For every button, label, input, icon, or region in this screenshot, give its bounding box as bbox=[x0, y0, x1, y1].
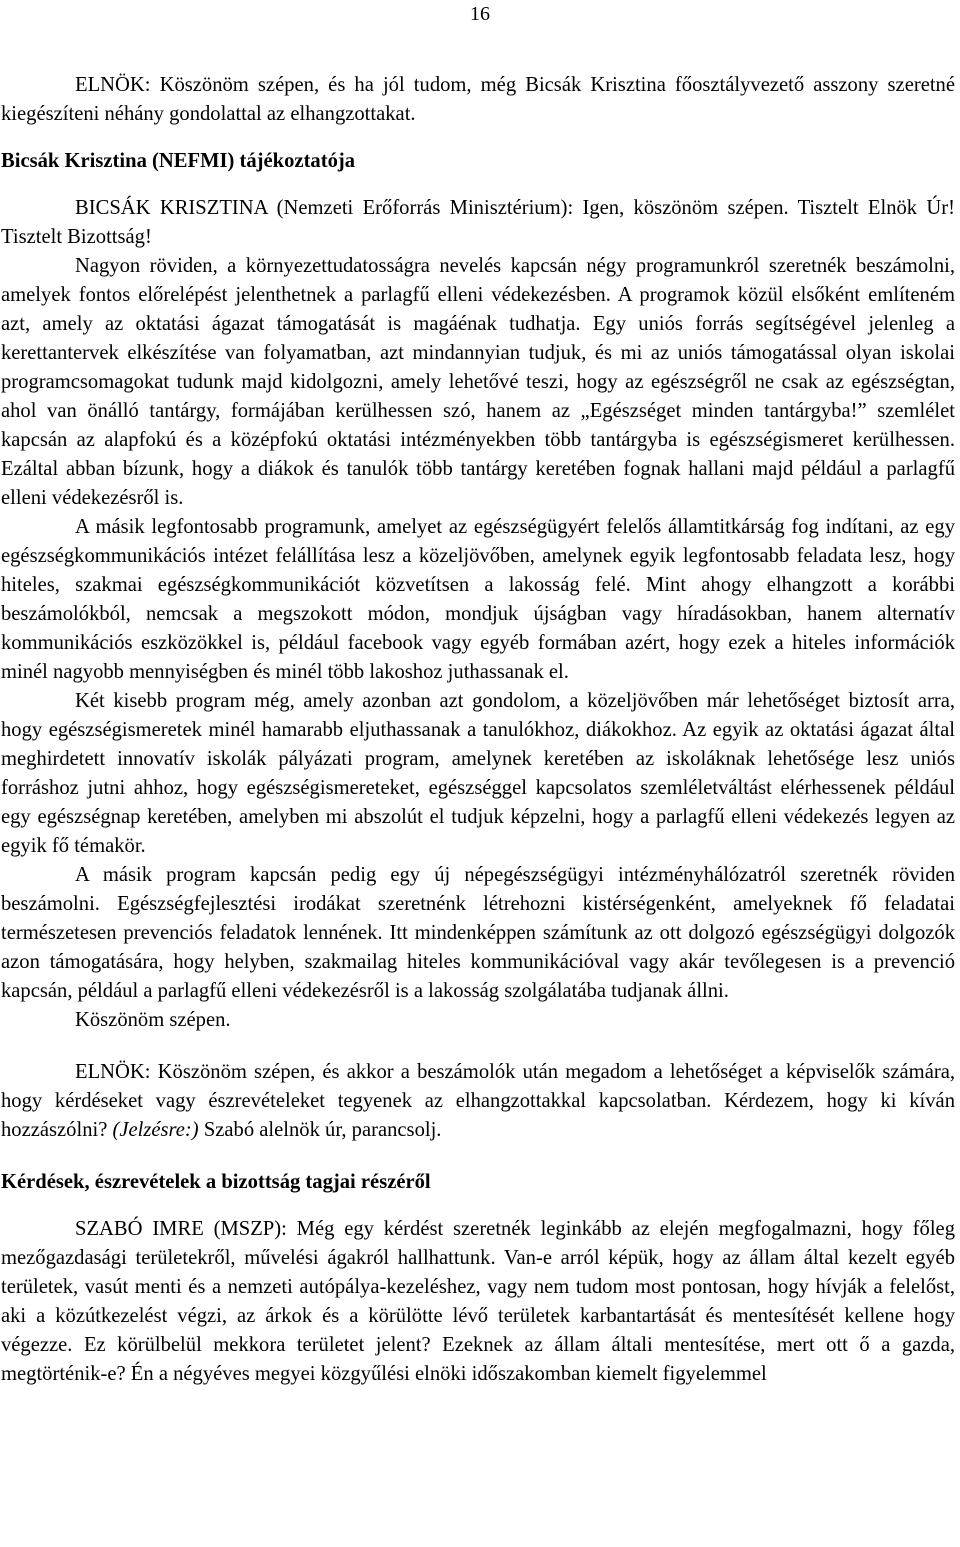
section-heading-questions: Kérdések, észrevételek a bizottság tagjai részéről bbox=[1, 1171, 431, 1193]
paragraph-programs-first: Nagyon röviden, a környezettudatosságra nevelés kapcsán négy programunkról szeretnék beszámolni, amelyek fontos előrelépést jelenthetnek a parlagfű elleni védekezésben. A programok közül elsőként említeném azt, amely az oktatási ágazat támogatását is magáénak tudhatja. Egy uniós forrás segítségével jelenleg a kerettantervek elkészítése van folyamatban, azt mindannyian tudjuk, és mi az uniós támogatással olyan iskolai programcsomagokat tudunk majd kidolgozni, amely lehetővé teszi, hogy az egészségről ne csak az egészségtan, ahol van önálló tantárgy, formájában kerülhessen szó, hanem az „Egészséget minden tantárgyba!” szemlélet kapcsán az alapfokú és a középfokú oktatási intézményekben több tantárgyba is egészségismeret kerülhessen. Ezáltal abban bízunk, hogy a diákok és tanulók több tantárgy keretében fognak hallani majd például a parlagfű elleni védekezésről is. bbox=[1, 255, 955, 509]
stage-direction: (Jelzésre:) bbox=[112, 1119, 199, 1141]
paragraph-szabo-question: SZABÓ IMRE (MSZP): Még egy kérdést szeretnék leginkább az elején megfogalmazni, hogy főleg mezőgazdasági területekről, művelési ágakról hallhattunk. Van-e arról képük, hogy az állam által kezelt egyéb területek, vasút menti és a nemzeti autópálya-kezeléshez, vagy nem tudom most pontosan, hogy hívják a felelőst, aki a közútkezelést végzi, az árkok és a körülötte lévő területek karbantartását és mentesítését kellene hogy végezze. Ez körülbelül mekkora területet jelent? Ezeknek az állam általi mentesítése, mert ott ő a gazda, megtörténik-e? Én a négyéves megyei közgyűlési elnöki időszakomban kiemelt figyelemmel bbox=[1, 1218, 955, 1385]
paragraph-bicsak-opening: BICSÁK KRISZTINA (Nemzeti Erőforrás Minisztérium): Igen, köszönöm szépen. Tisztelt Elnök Úr! Tisztelt Bizottság! bbox=[1, 197, 955, 248]
chair-questions-text-end: Szabó alelnök úr, parancsolj. bbox=[203, 1119, 442, 1141]
paragraph-chair-questions bbox=[1, 1058, 955, 1145]
paragraph-thanks: Köszönöm szépen. bbox=[75, 1009, 231, 1031]
page-number: 16 bbox=[470, 3, 490, 25]
document-body bbox=[1, 71, 955, 1389]
chair-questions-text: ELNÖK: Köszönöm szépen, és akkor a beszámolók után megadom a lehetőséget a képviselők számára, hogy kérdéseket vagy észrevételeket tegyenek az elhangzottakkal kapcsolatban. Kérdezem, hogy ki kíván hozzászólni? bbox=[1, 1061, 955, 1141]
paragraph-programs-second: A másik legfontosabb programunk, amelyet az egészségügyért felelős államtitkárság fog indítani, az egy egészségkommunikációs intézet felállítása lesz a közeljövőben, amelynek egyik legfontosabb feladata lesz, hogy hiteles, szakmai egészségkommunikációt közvetítsen a lakosság felé. Mint ahogy elhangzott a korábbi beszámolókból, nemcsak a megszokott módon, mondjuk újságban vagy híradásokban, hanem alternatív kommunikációs eszközökkel is, például facebook vagy egyéb formában azért, hogy ezek a hiteles információk minél nagyobb mennyiségben és minél több lakoshoz juthassanak el. bbox=[1, 516, 955, 683]
paragraph-programs-fourth: A másik program kapcsán pedig egy új népegészségügyi intézményhálózatról szeretnék röviden beszámolni. Egészségfejlesztési irodákat szeretnénk létrehozni kistérségenként, amelyeknek fő feladatai természetesen prevenciós feladatok lennének. Itt mindenképpen számítunk az ott dolgozó egészségügyi dolgozók azon támogatására, hogy helyben, szakmailag hiteles kommunikációval vagy akár tevőlegesen is a prevenció kapcsán, például a parlagfű elleni védekezésről is a lakosság szolgálatába tudjanak állni. bbox=[1, 864, 955, 1002]
section-heading-bicsak: Bicsák Krisztina (NEFMI) tájékoztatója bbox=[1, 150, 356, 172]
paragraph-programs-third: Két kisebb program még, amely azonban azt gondolom, a közeljövőben már lehetőséget biztosít arra, hogy egészségismeretek minél hamarabb eljuthassanak a tanulókhoz, diákokhoz. Az egyik az oktatási ágazat által meghirdetett innovatív iskolák pályázati program, amelynek keretében az iskoláknak lehetősége lesz uniós forráshoz jutni ahhoz, hogy egészségismereteket, egészséggel kapcsolatos szemléletváltást elérhessenek például egy egészségnap keretében, amelyben mi abszolút el tudjuk képzelni, hogy a parlagfű elleni védekezés legyen az egyik fő témakör. bbox=[1, 690, 955, 857]
paragraph-chair-intro: ELNÖK: Köszönöm szépen, és ha jól tudom, még Bicsák Krisztina főosztályvezető asszony szeretné kiegészíteni néhány gondolattal az elhangzottakat. bbox=[1, 74, 955, 125]
